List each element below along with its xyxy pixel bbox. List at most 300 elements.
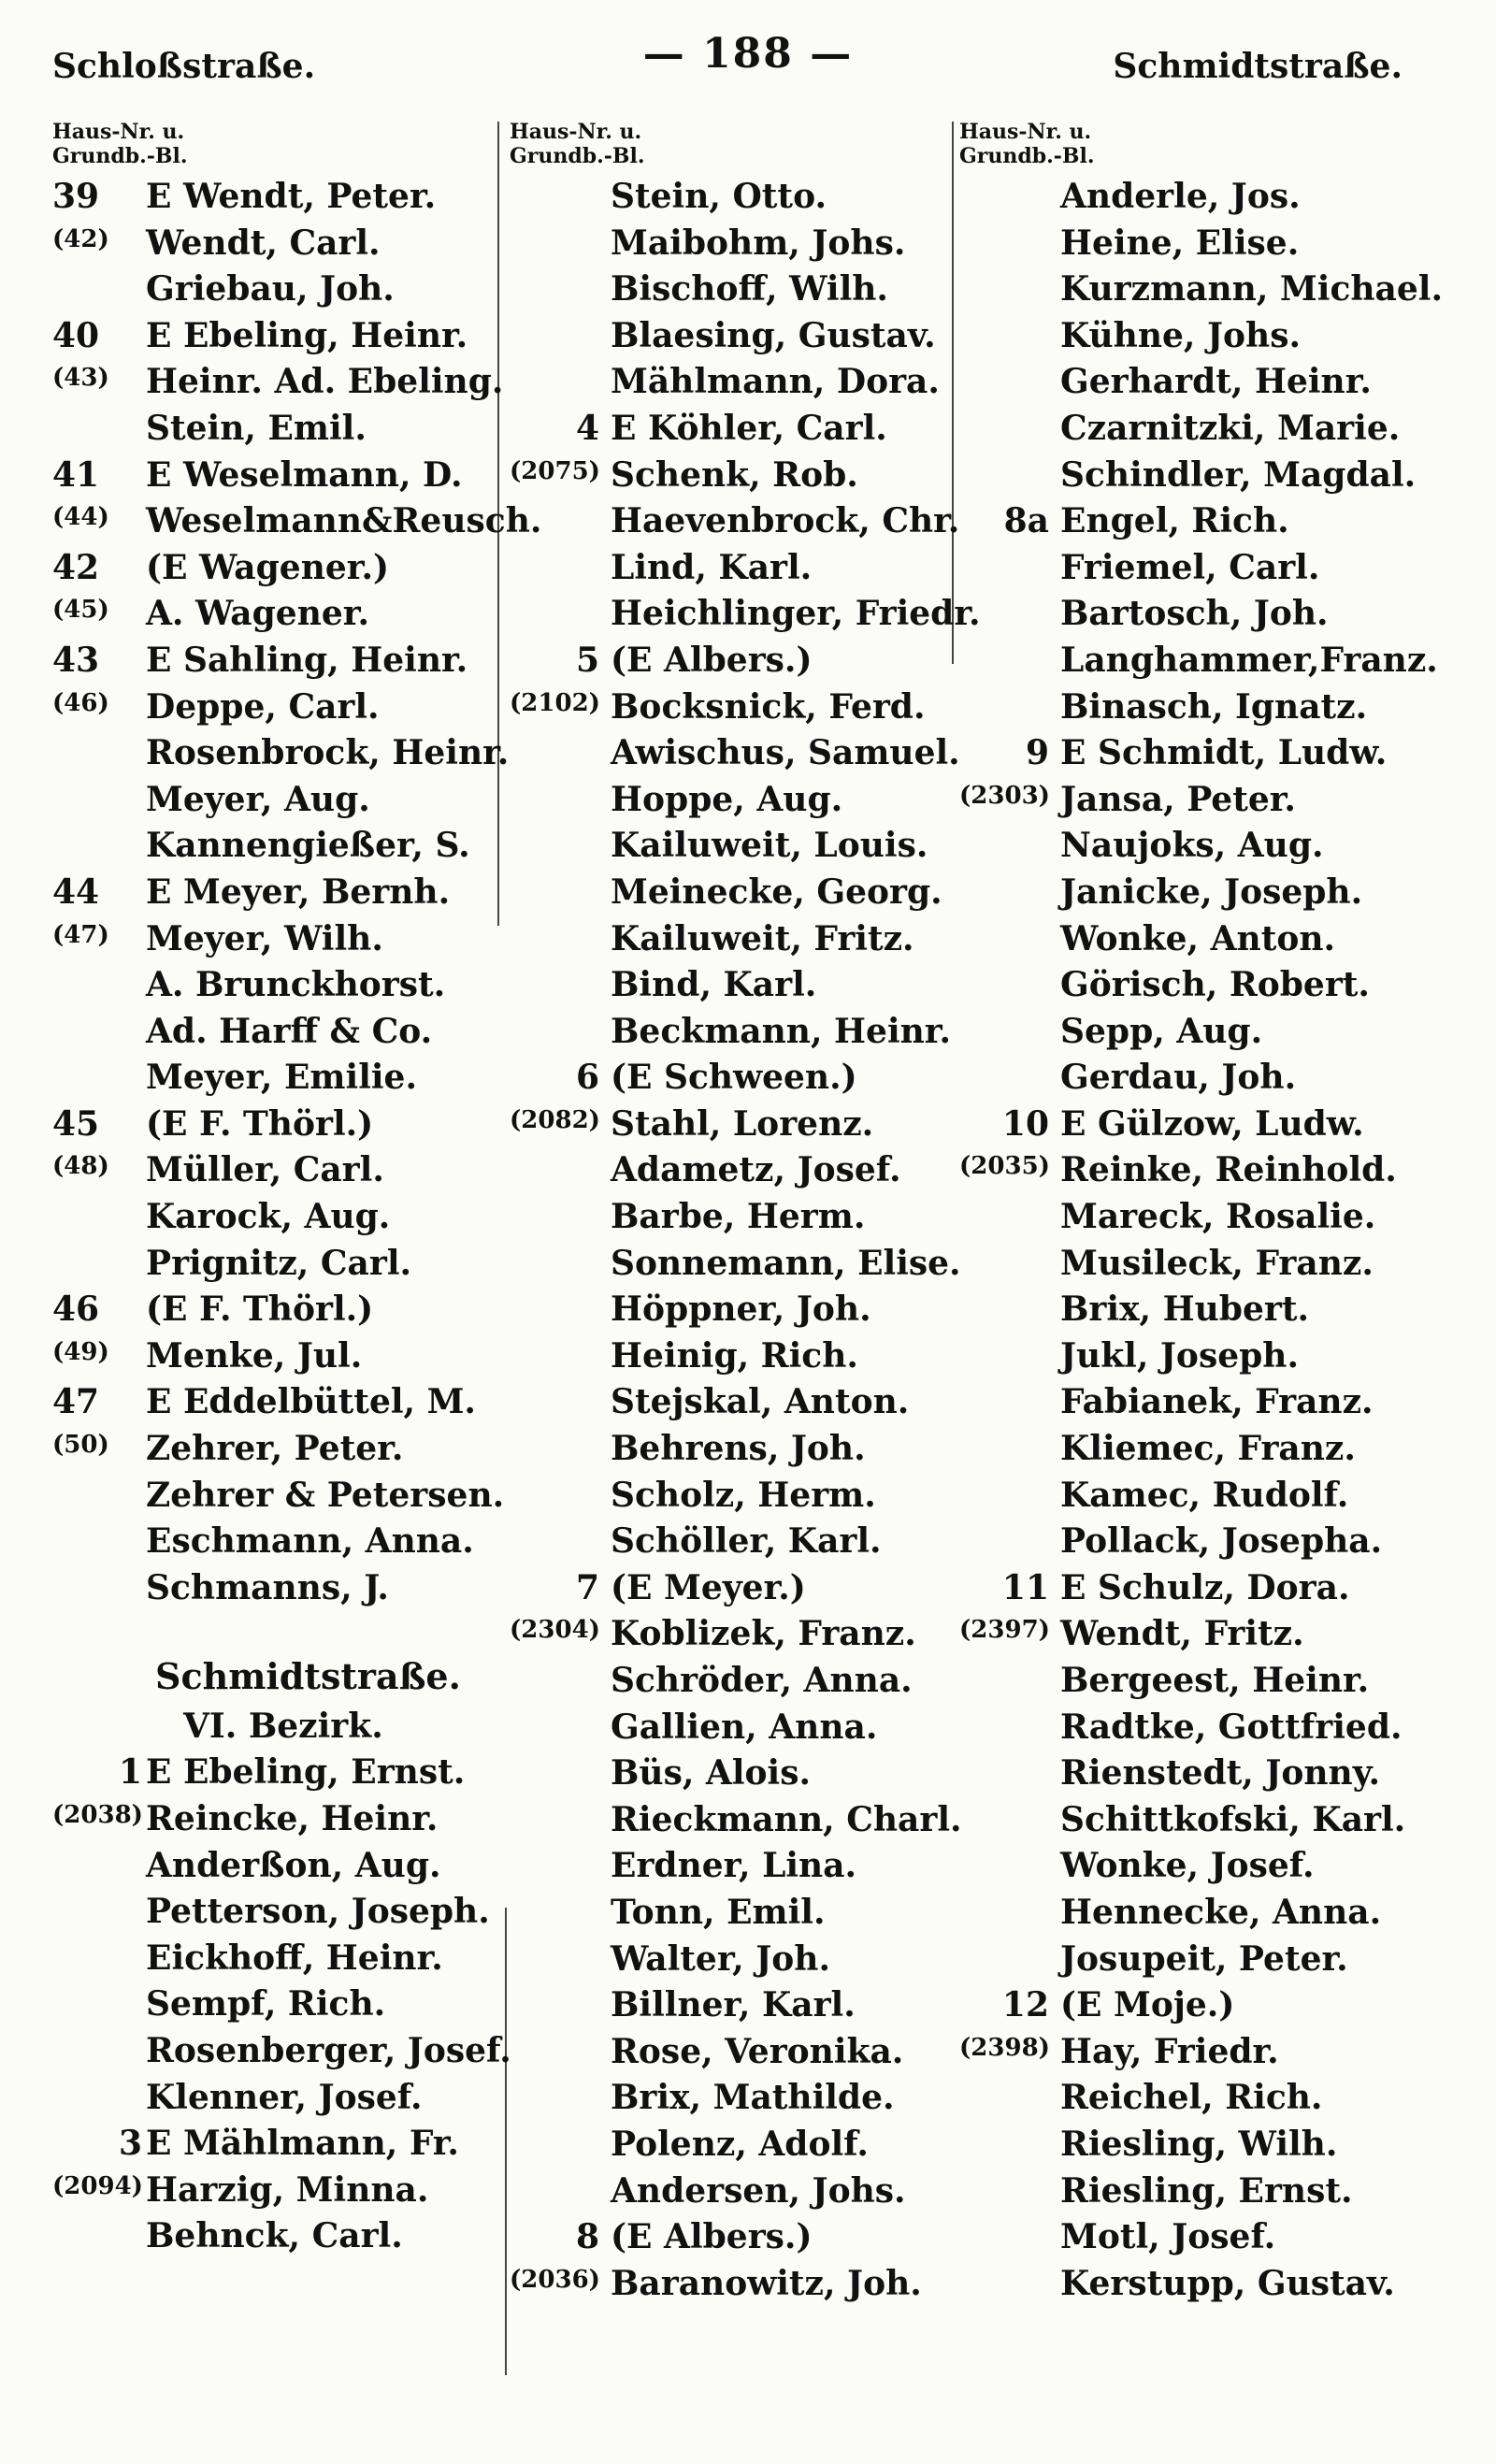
- list-item: [52, 1519, 492, 1565]
- house-number: (2075): [510, 456, 600, 485]
- list-item: [52, 2168, 492, 2214]
- resident-name: Sonnemann, Elise.: [611, 1243, 961, 1283]
- list-item: [52, 2028, 511, 2075]
- resident-name: Sepp, Aug.: [1060, 1011, 1263, 1051]
- resident-name: Maibohm, Johs.: [611, 223, 906, 263]
- resident-name: E Eddelbüttel, M.: [146, 1382, 476, 1422]
- list-item: [510, 777, 944, 824]
- list-item: [52, 1936, 492, 1982]
- resident-name: Walter, Joh.: [611, 1938, 831, 1979]
- list-item: [52, 1055, 492, 1102]
- house-number: 41: [52, 454, 100, 495]
- list-item: [959, 498, 1427, 545]
- resident-name: Heichlinger, Friedr.: [611, 594, 981, 634]
- resident-name: Gerhardt, Heinr.: [1060, 362, 1372, 402]
- list-item: [510, 221, 944, 267]
- resident-name: Koblizek, Franz.: [611, 1614, 916, 1654]
- list-item: [959, 1426, 1427, 1473]
- resident-name: Mareck, Rosalie.: [1060, 1197, 1376, 1237]
- resident-name: Heinig, Rich.: [611, 1335, 858, 1376]
- resident-name: Fabianek, Franz.: [1060, 1382, 1374, 1422]
- list-item: [959, 730, 1427, 777]
- page-header: [0, 26, 1496, 92]
- list-item: [52, 313, 492, 360]
- house-number: 6: [575, 1058, 599, 1098]
- house-number: 11: [1001, 1567, 1049, 1607]
- house-number: (2102): [510, 688, 600, 717]
- resident-name: Ad. Harff & Co.: [146, 1011, 433, 1051]
- list-item: [510, 1009, 951, 1056]
- resident-name: E Ebeling, Heinr.: [146, 315, 468, 355]
- resident-name: Bischoff, Wilh.: [611, 269, 888, 310]
- resident-name: Eickhoff, Heinr.: [146, 1938, 443, 1978]
- list-item: [52, 684, 492, 731]
- resident-name: Schröder, Anna.: [611, 1661, 913, 1700]
- resident-name: Riesling, Ernst.: [1060, 2170, 1353, 2211]
- list-item: [52, 174, 492, 221]
- list-item: [510, 498, 960, 545]
- list-item: [52, 2121, 492, 2168]
- resident-name: Kailuweit, Fritz.: [611, 918, 914, 958]
- list-item: [959, 221, 1427, 267]
- running-head-left: Schloßstraße.: [52, 47, 316, 86]
- resident-name: Hoppe, Aug.: [611, 779, 843, 819]
- list-item: [52, 359, 504, 406]
- resident-name: Schindler, Magdal.: [1060, 454, 1417, 495]
- list-item: [959, 545, 1427, 592]
- resident-name: Janicke, Joseph.: [1060, 872, 1363, 912]
- section-subtitle: VI. Bezirk.: [183, 1707, 383, 1747]
- resident-name: Harzig, Minna.: [146, 2169, 429, 2210]
- resident-name: Binasch, Ignatz.: [1060, 686, 1368, 727]
- list-item: [959, 823, 1427, 870]
- list-item: [959, 1473, 1427, 1520]
- resident-name: Riesling, Wilh.: [1060, 2124, 1338, 2164]
- list-item: [52, 1287, 492, 1333]
- resident-name: Kühne, Johs.: [1060, 315, 1302, 355]
- resident-name: Schenk, Rob.: [611, 454, 858, 495]
- resident-name: Polenz, Adolf.: [611, 2124, 869, 2164]
- house-number: 5: [575, 640, 599, 680]
- list-item: [959, 1241, 1427, 1288]
- list-item: [52, 730, 510, 777]
- resident-name: E Schmidt, Ludw.: [1060, 733, 1388, 773]
- list-item: [510, 1982, 944, 2029]
- section-title: Schmidtstraße.: [155, 1655, 461, 1698]
- list-item: [510, 545, 944, 592]
- resident-name: Meyer, Aug.: [146, 779, 370, 819]
- resident-name: Andersen, Johs.: [611, 2170, 906, 2211]
- list-item: [52, 406, 492, 453]
- resident-name: Barbe, Herm.: [611, 1197, 866, 1237]
- resident-name: Scholz, Herm.: [611, 1475, 876, 1515]
- resident-name: Erdner, Lina.: [611, 1846, 857, 1886]
- resident-name: Wendt, Fritz.: [1060, 1614, 1304, 1654]
- list-item: [959, 453, 1427, 499]
- page-number: — 188 —: [642, 30, 854, 78]
- resident-name: Radtke, Gottfried.: [1060, 1707, 1402, 1747]
- list-item: [959, 1147, 1427, 1194]
- list-item: [510, 1890, 944, 1937]
- list-item: [959, 1843, 1427, 1890]
- list-item: [52, 498, 542, 545]
- resident-name: Kurzmann, Michael.: [1060, 269, 1443, 310]
- list-item: [959, 1982, 1427, 2029]
- list-item: [959, 684, 1427, 731]
- list-item: [510, 1241, 961, 1288]
- house-number: 43: [52, 640, 100, 680]
- list-item: [52, 545, 492, 592]
- list-item: [52, 1241, 492, 1288]
- house-number: (2094): [52, 2171, 143, 2200]
- list-item: [52, 1473, 505, 1520]
- list-item: [52, 823, 492, 870]
- list-item: [52, 916, 492, 963]
- list-item: [52, 1565, 492, 1612]
- list-item: [510, 1565, 944, 1612]
- list-item: [510, 2029, 944, 2076]
- resident-name: A. Brunckhorst.: [146, 965, 446, 1005]
- resident-name: Stein, Otto.: [611, 177, 827, 216]
- resident-name: Höppner, Joh.: [611, 1290, 871, 1330]
- list-item: [52, 1426, 492, 1473]
- list-item: [510, 1611, 944, 1658]
- house-number: 44: [52, 872, 100, 912]
- column-2: [510, 120, 981, 2307]
- list-item: [959, 2029, 1427, 2076]
- resident-name: Friemel, Carl.: [1060, 547, 1320, 587]
- resident-name: Griebau, Joh.: [146, 269, 395, 310]
- resident-name: Sempf, Rich.: [146, 1984, 386, 2025]
- resident-name: Haevenbrock, Chr.: [611, 501, 960, 541]
- column-header: Haus-Nr. u. Grundb.-Bl.: [510, 120, 645, 168]
- column-3: [959, 120, 1443, 2307]
- list-item: [510, 1287, 944, 1333]
- list-item: [510, 1055, 944, 1102]
- resident-name: Eschmann, Anna.: [146, 1521, 474, 1562]
- list-item: [959, 1658, 1427, 1705]
- list-item: [52, 2075, 492, 2122]
- list-item: [52, 1981, 492, 2028]
- list-item: [510, 870, 944, 916]
- list-item: [510, 2261, 944, 2308]
- list-item: [959, 1890, 1427, 1937]
- resident-name: Awischus, Samuel.: [611, 733, 960, 773]
- resident-name: E Ebeling, Ernst.: [146, 1752, 466, 1793]
- resident-name: Müller, Carl.: [146, 1150, 384, 1190]
- list-item: [510, 1194, 944, 1241]
- resident-name: Rosenberger, Josef.: [146, 2030, 511, 2070]
- house-number: (2397): [959, 1616, 1050, 1645]
- list-item: [959, 1194, 1427, 1241]
- list-item: [510, 2075, 944, 2122]
- resident-name: (E Schween.): [611, 1058, 857, 1098]
- house-number: (42): [52, 224, 109, 253]
- house-number: (47): [52, 920, 109, 949]
- list-item: [510, 406, 944, 453]
- house-number: 47: [52, 1382, 100, 1422]
- list-item: [959, 638, 1438, 684]
- list-item: [52, 962, 492, 1009]
- resident-name: (E Wagener.): [146, 547, 390, 587]
- resident-name: Schittkofski, Karl.: [1060, 1799, 1406, 1839]
- resident-name: E Schulz, Dora.: [1060, 1567, 1350, 1607]
- list-item: [510, 823, 944, 870]
- resident-name: Blaesing, Gustav.: [611, 315, 936, 355]
- resident-name: Kannengießer, S.: [146, 826, 470, 866]
- list-item: [52, 1796, 492, 1843]
- resident-name: Jukl, Joseph.: [1060, 1335, 1299, 1376]
- column-header: Haus-Nr. u. Grundb.-Bl.: [52, 120, 188, 168]
- list-item: [959, 1705, 1427, 1751]
- resident-name: Bind, Karl.: [611, 965, 817, 1005]
- resident-name: Weselmann&Reusch.: [146, 501, 542, 541]
- list-item: [52, 2213, 492, 2260]
- house-number: (44): [52, 503, 109, 532]
- resident-name: Pollack, Josepha.: [1060, 1521, 1383, 1562]
- list-item: [510, 1658, 944, 1705]
- resident-name: Klenner, Josef.: [146, 2077, 423, 2117]
- list-item: [52, 1750, 492, 1796]
- house-number: 9: [1025, 733, 1049, 773]
- list-item: [52, 1194, 492, 1241]
- resident-name: E Mählmann, Fr.: [146, 2124, 459, 2164]
- resident-name: E Meyer, Bernh.: [146, 872, 451, 912]
- resident-name: Stein, Emil.: [146, 408, 367, 448]
- resident-name: E Sahling, Heinr.: [146, 640, 468, 680]
- list-item: [510, 1797, 962, 1844]
- column-header: Haus-Nr. u. Grundb.-Bl.: [959, 120, 1095, 168]
- list-item: [510, 1379, 944, 1426]
- house-number: 45: [52, 1103, 100, 1144]
- list-item: [510, 313, 944, 360]
- column-rule: [952, 122, 954, 664]
- list-item: [959, 1102, 1427, 1148]
- resident-name: Kliemec, Franz.: [1060, 1429, 1356, 1469]
- list-item: [510, 2214, 944, 2261]
- list-item: [959, 1055, 1427, 1102]
- house-number: (2303): [959, 781, 1050, 810]
- resident-name: Wonke, Anton.: [1060, 918, 1336, 958]
- house-number: 42: [52, 547, 100, 587]
- resident-name: E Köhler, Carl.: [611, 408, 887, 448]
- list-item: [959, 1611, 1427, 1658]
- resident-name: Karock, Aug.: [146, 1197, 391, 1237]
- resident-name: Brix, Mathilde.: [611, 2078, 895, 2118]
- resident-name: Wonke, Josef.: [1060, 1846, 1315, 1886]
- house-number: 7: [575, 1567, 599, 1607]
- list-item: [510, 1102, 944, 1148]
- list-item: [959, 1379, 1427, 1426]
- list-item: [52, 1843, 492, 1890]
- list-item: [510, 2169, 944, 2215]
- resident-name: Meyer, Emilie.: [146, 1058, 417, 1098]
- house-number: (48): [52, 1152, 109, 1181]
- resident-name: Büs, Alois.: [611, 1753, 812, 1794]
- list-item: [52, 1889, 492, 1936]
- list-item: [52, 267, 492, 313]
- list-item: [52, 453, 492, 499]
- list-item: [959, 1751, 1427, 1797]
- list-item: [959, 1565, 1427, 1612]
- list-item: [959, 870, 1427, 916]
- resident-name: Kerstupp, Gustav.: [1060, 2263, 1395, 2303]
- resident-name: (E Albers.): [611, 640, 813, 680]
- list-item: [959, 406, 1427, 453]
- resident-name: Meinecke, Georg.: [611, 872, 942, 912]
- house-number: (2036): [510, 2265, 600, 2294]
- house-number: (2304): [510, 1616, 600, 1645]
- list-item: [959, 916, 1427, 963]
- list-item: [510, 1519, 944, 1565]
- house-number: 39: [52, 177, 100, 216]
- resident-name: Wendt, Carl.: [146, 223, 381, 263]
- house-number: (45): [52, 596, 109, 625]
- resident-name: Petterson, Joseph.: [146, 1892, 490, 1932]
- resident-name: Stejskal, Anton.: [611, 1382, 910, 1422]
- list-item: [52, 1102, 492, 1148]
- resident-name: Rienstedt, Jonny.: [1060, 1753, 1381, 1794]
- list-item: [510, 1751, 944, 1797]
- list-item: [959, 267, 1443, 313]
- resident-name: E Wendt, Peter.: [146, 177, 437, 216]
- resident-name: Rose, Veronika.: [611, 2031, 904, 2071]
- resident-name: Stahl, Lorenz.: [611, 1103, 874, 1144]
- entry-list: [52, 174, 542, 1611]
- list-item: [510, 453, 944, 499]
- resident-name: Anderle, Jos.: [1060, 177, 1301, 216]
- list-item: [52, 777, 492, 824]
- list-item: [959, 2075, 1427, 2122]
- resident-name: Zehrer, Peter.: [146, 1429, 404, 1469]
- resident-name: Naujoks, Aug.: [1060, 826, 1324, 866]
- list-item: [52, 591, 492, 638]
- list-item: [52, 1379, 492, 1426]
- list-item: [959, 174, 1427, 221]
- list-item: [959, 1333, 1427, 1380]
- resident-name: Bocksnick, Ferd.: [611, 686, 926, 727]
- resident-name: E Weselmann, D.: [146, 454, 463, 495]
- running-head-right: Schmidtstraße.: [1113, 47, 1402, 86]
- list-item: [510, 1333, 944, 1380]
- list-item: [510, 1473, 944, 1520]
- resident-name: (E Albers.): [611, 2217, 813, 2257]
- resident-name: Meyer, Wilh.: [146, 918, 383, 958]
- list-item: [52, 1147, 492, 1194]
- entry-list: [959, 174, 1443, 2307]
- list-item: [510, 1937, 944, 1983]
- house-number: 40: [52, 315, 100, 355]
- resident-name: Lind, Karl.: [611, 547, 813, 587]
- list-item: [52, 638, 492, 684]
- resident-name: Hay, Friedr.: [1060, 2031, 1279, 2071]
- list-item: [510, 1147, 944, 1194]
- house-number: (2035): [959, 1152, 1050, 1181]
- resident-name: Reichel, Rich.: [1060, 2078, 1323, 2118]
- list-item: [959, 1937, 1427, 1983]
- list-item: [52, 870, 492, 916]
- resident-name: Billner, Karl.: [611, 1985, 856, 2025]
- list-item: [510, 591, 981, 638]
- list-item: [52, 1333, 492, 1380]
- resident-name: Anderßon, Aug.: [146, 1845, 441, 1885]
- resident-name: Hennecke, Anna.: [1060, 1892, 1382, 1932]
- list-item: [959, 2169, 1427, 2215]
- list-item: [959, 359, 1427, 406]
- resident-name: (E Moje.): [1060, 1985, 1235, 2025]
- resident-name: Behnck, Carl.: [146, 2216, 403, 2256]
- list-item: [510, 1426, 944, 1473]
- list-item: [510, 174, 944, 221]
- resident-name: Rieckmann, Charl.: [611, 1799, 962, 1839]
- list-item: [959, 2261, 1427, 2308]
- resident-name: Baranowitz, Joh.: [611, 2263, 922, 2303]
- entry-list: [510, 174, 981, 2307]
- list-item: [959, 1287, 1427, 1333]
- resident-name: Reincke, Heinr.: [146, 1799, 439, 1838]
- resident-name: Heine, Elise.: [1060, 223, 1300, 263]
- house-number: 12: [1001, 1985, 1049, 2025]
- resident-name: Prignitz, Carl.: [146, 1243, 412, 1283]
- list-item: [510, 1705, 944, 1751]
- resident-name: Görisch, Robert.: [1060, 965, 1370, 1005]
- house-number: 1: [118, 1752, 142, 1793]
- list-item: [510, 638, 944, 684]
- list-item: [52, 221, 492, 267]
- house-number: 8: [575, 2217, 599, 2257]
- resident-name: Tonn, Emil.: [611, 1892, 826, 1932]
- list-item: [510, 359, 944, 406]
- house-number: 8a: [1003, 501, 1049, 541]
- resident-name: Brix, Hubert.: [1060, 1290, 1309, 1330]
- resident-name: Mählmann, Dora.: [611, 362, 940, 402]
- column-1: [52, 120, 542, 2260]
- list-item: [510, 962, 944, 1009]
- resident-name: A. Wagener.: [146, 594, 369, 634]
- resident-name: Bartosch, Joh.: [1060, 594, 1329, 634]
- resident-name: Menke, Jul.: [146, 1335, 363, 1376]
- resident-name: Reinke, Reinhold.: [1060, 1150, 1397, 1190]
- list-item: [510, 684, 944, 731]
- resident-name: Zehrer & Petersen.: [146, 1475, 505, 1515]
- list-item: [959, 591, 1427, 638]
- entry-list: [52, 1750, 511, 2260]
- house-number: 4: [575, 408, 599, 448]
- resident-name: Engel, Rich.: [1060, 501, 1289, 541]
- resident-name: Beckmann, Heinr.: [611, 1011, 951, 1051]
- resident-name: Deppe, Carl.: [146, 686, 380, 727]
- resident-name: Heinr. Ad. Ebeling.: [146, 362, 504, 402]
- list-item: [510, 916, 944, 963]
- list-item: [959, 1797, 1427, 1844]
- list-item: [959, 1009, 1427, 1056]
- list-item: [959, 962, 1427, 1009]
- resident-name: Langhammer,Franz.: [1060, 640, 1438, 680]
- list-item: [510, 267, 944, 313]
- list-item: [959, 2214, 1427, 2261]
- resident-name: Bergeest, Heinr.: [1060, 1661, 1370, 1700]
- house-number: (46): [52, 688, 109, 717]
- house-number: (2398): [959, 2033, 1050, 2062]
- list-item: [959, 313, 1427, 360]
- resident-name: Josupeit, Peter.: [1060, 1938, 1348, 1979]
- house-number: 46: [52, 1290, 100, 1330]
- house-number: (49): [52, 1337, 109, 1366]
- list-item: [959, 2122, 1427, 2169]
- resident-name: Gerdau, Joh.: [1060, 1058, 1297, 1098]
- list-item: [510, 1843, 944, 1890]
- resident-name: Behrens, Joh.: [611, 1429, 866, 1469]
